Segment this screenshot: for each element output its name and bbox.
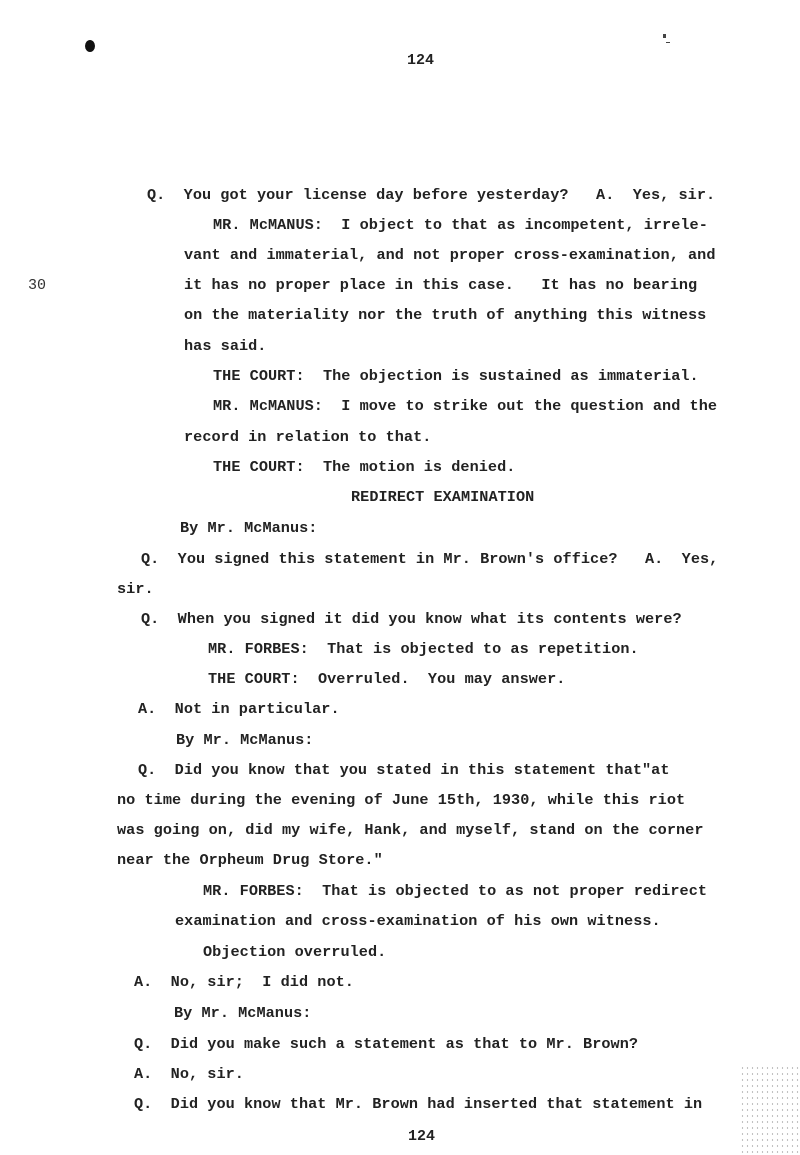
margin-line-number: 30 bbox=[28, 277, 47, 294]
transcript-line: By Mr. McManus: bbox=[180, 519, 318, 537]
transcript-line: REDIRECT EXAMINATION bbox=[351, 488, 535, 506]
transcript-line: MR. FORBES: That is objected to as repetition. bbox=[208, 640, 639, 658]
transcript-line: MR. FORBES: That is objected to as not proper redirect bbox=[203, 882, 708, 900]
transcript-line: was going on, did my wife, Hank, and myself, stand on the corner bbox=[117, 821, 704, 839]
transcript-line: Q. You got your license day before yesterday? A. Yes, sir. bbox=[147, 186, 716, 204]
transcript-line: Q. Did you know that Mr. Brown had inserted that statement in bbox=[134, 1095, 703, 1113]
transcript-line: near the Orpheum Drug Store." bbox=[117, 851, 383, 869]
transcript-line: record in relation to that. bbox=[184, 428, 432, 446]
transcript-line: By Mr. McManus: bbox=[176, 731, 314, 749]
transcript-line: on the materiality nor the truth of anything this witness bbox=[184, 306, 707, 324]
transcript-line: Q. Did you know that you stated in this statement that"at bbox=[138, 761, 670, 779]
transcript-line: no time during the evening of June 15th, 1930, while this riot bbox=[117, 791, 686, 809]
transcript-line: THE COURT: The objection is sustained as immaterial. bbox=[213, 367, 699, 385]
scan-noise bbox=[740, 1065, 800, 1155]
transcript-line: MR. McMANUS: I move to strike out the question and the bbox=[213, 397, 718, 415]
transcript-line: Q. When you signed it did you know what its contents were? bbox=[141, 610, 682, 628]
transcript-line: sir. bbox=[117, 580, 154, 598]
transcript-line: THE COURT: Overruled. You may answer. bbox=[208, 670, 566, 688]
transcript-line: THE COURT: The motion is denied. bbox=[213, 458, 516, 476]
transcript-line: examination and cross-examination of his own witness. bbox=[175, 912, 661, 930]
transcript-line: By Mr. McManus: bbox=[174, 1004, 312, 1022]
transcript-line: MR. McMANUS: I object to that as incompetent, irrele- bbox=[213, 216, 708, 234]
transcript-line: A. No, sir; I did not. bbox=[134, 973, 354, 991]
transcript-line: has said. bbox=[184, 337, 267, 355]
corner-mark bbox=[663, 34, 666, 38]
page-number-top: 124 bbox=[407, 52, 435, 69]
transcript-line: Objection overruled. bbox=[203, 943, 387, 961]
transcript-line: A. No, sir. bbox=[134, 1065, 244, 1083]
transcript-line: A. Not in particular. bbox=[138, 700, 340, 718]
punch-hole-mark bbox=[85, 40, 95, 52]
transcript-line: Q. Did you make such a statement as that to Mr. Brown? bbox=[134, 1035, 639, 1053]
page-number-bottom: 124 bbox=[408, 1128, 436, 1145]
corner-mark-2 bbox=[666, 42, 670, 43]
transcript-line: vant and immaterial, and not proper cross-examination, and bbox=[184, 246, 716, 264]
transcript-line: Q. You signed this statement in Mr. Brown's office? A. Yes, bbox=[141, 550, 719, 568]
transcript-line: it has no proper place in this case. It has no bearing bbox=[184, 276, 698, 294]
